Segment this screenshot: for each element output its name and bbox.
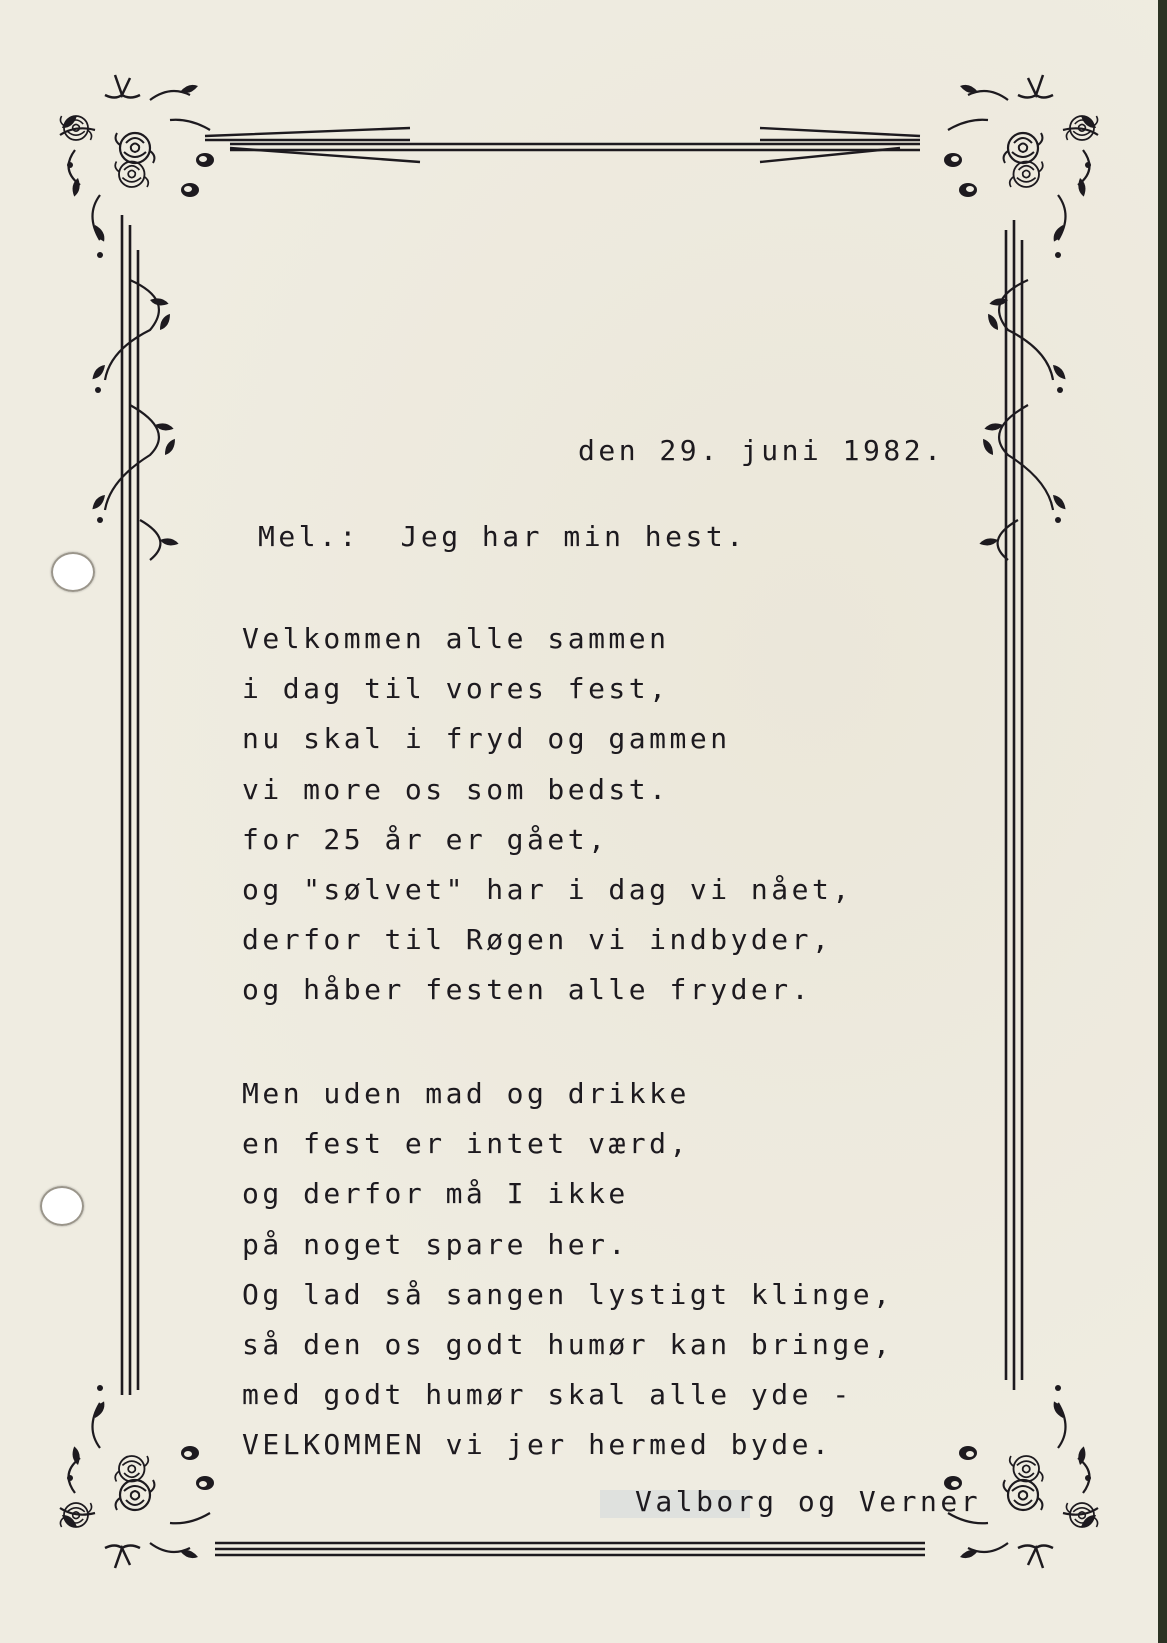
verse-line: for 25 år er gået, — [242, 822, 609, 856]
verse-line: vi more os som bedst. — [242, 772, 670, 806]
verse-line: nu skal i fryd og gammen — [242, 722, 731, 756]
verse-line: med godt humør skal alle yde - — [242, 1378, 853, 1412]
verse-line: Og lad så sangen lystigt klinge, — [242, 1277, 894, 1311]
date-line: den 29. juni 1982. — [578, 434, 945, 467]
verse-line: Men uden mad og drikke — [242, 1077, 690, 1110]
verse-line: og håber festen alle fryder. — [242, 973, 813, 1007]
verse-line: Velkommen alle sammen — [242, 622, 670, 655]
verse-line: på noget spare her. — [242, 1227, 629, 1261]
verse-line: og "sølvet" har i dag vi nået, — [242, 872, 853, 906]
verse-line: og derfor må I ikke — [242, 1177, 629, 1211]
verse-line: i dag til vores fest, — [242, 672, 670, 706]
verse-line: en fest er intet værd, — [242, 1127, 690, 1161]
signature: Valborg og Verner — [635, 1485, 982, 1518]
verse-line: VELKOMMEN vi jer hermed byde. — [242, 1428, 833, 1462]
verse-1 — [242, 614, 853, 1016]
melody-line: Mel.: Jeg har min hest. — [258, 520, 747, 553]
verse-line: så den os godt humør kan bringe, — [242, 1327, 894, 1361]
verse-2 — [242, 1069, 893, 1471]
verse-line: derfor til Røgen vi indbyder, — [242, 923, 833, 957]
